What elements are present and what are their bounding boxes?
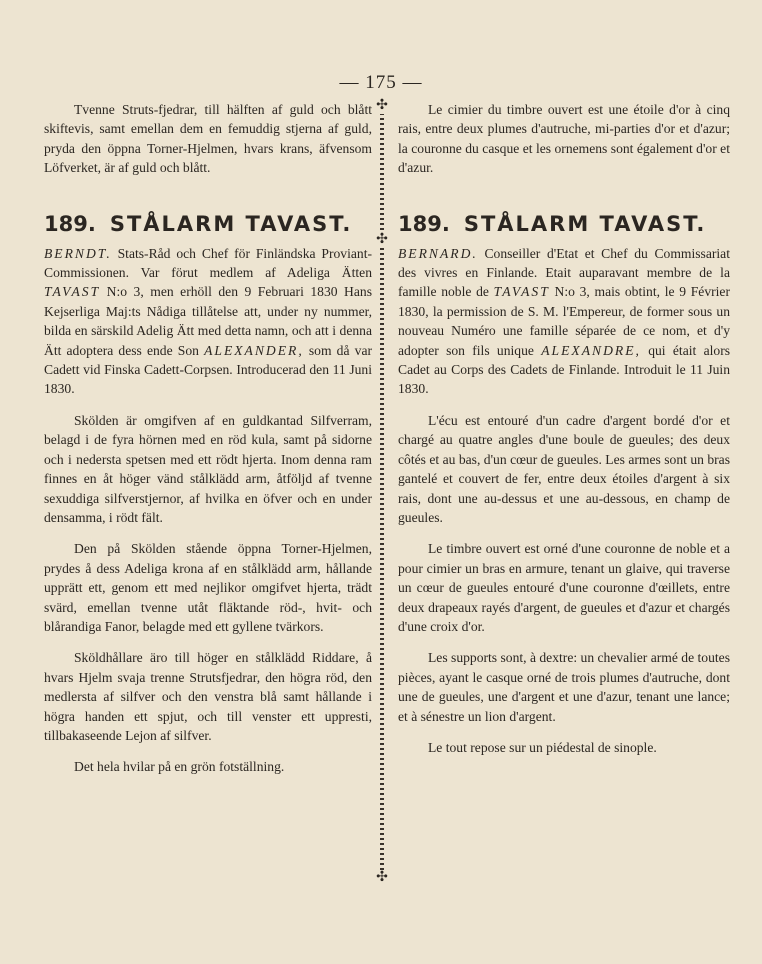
right-crest-paragraph: Le cimier du timbre ouvert est une étoile d'or à cinq rais, entre deux plumes d'autruche, mi-parties d'or et d'azur; la couronne du casque et les ornemens sont également d'or et d'azur. <box>398 102 730 176</box>
right-heading <box>398 212 730 236</box>
right-family-name: TAVAST <box>493 284 550 300</box>
right-person-name: BERNARD. <box>398 245 478 261</box>
right-family-text-c: qui était alors Cadet au Corps des Cadets de Finlande. Introduit le 11 Juin 1830. <box>398 342 731 397</box>
right-base-paragraph: Le tout repose sur un piédestal de sinople. <box>428 739 657 755</box>
left-supporters-paragraph: Sköldhållare äro till höger en stålklädd Riddare, å hvars Hjelm svaja trenne Strutsfjedrar, den högra röd, den medlersta af silfver och den venstra blå samt hållande i högra handen ett spjut, och till venster ett uppresti, tillbakaseende Lejon af silfver. <box>44 650 372 743</box>
right-heading-title: STÅLARM TAVAST. <box>463 211 707 236</box>
left-heading-number: 189. <box>44 211 96 236</box>
left-son-name: ALEXANDER, <box>204 342 304 358</box>
left-heading <box>44 212 372 236</box>
left-family-text-c: som då var Cadett vid Finska Cadett-Corpsen. Introducerad den 11 Juni 1830. <box>44 342 373 397</box>
left-base-paragraph: Det hela hvilar på en grön fotställning. <box>74 759 285 775</box>
left-person-name: BERNDT. <box>44 245 112 261</box>
page-number: — 175 — <box>339 72 423 93</box>
left-family-name: TAVAST <box>44 284 101 300</box>
right-supporters-paragraph: Les supports sont, à dextre: un chevalier armé de toutes pièces, ayant le casque orné de trois plumes d'autruche, dont une de gueules, une d'argent et une d'azur, tenant une lance; et à sénestre un lion d'argent. <box>398 650 730 724</box>
right-heading-number: 189. <box>398 211 450 236</box>
right-helmet-paragraph: Le timbre ouvert est orné d'une couronne de noble et a pour cimier un bras en armure, tenant un glaive, qui traverse un cœur de gueules entouré d'une couronne d'œillets, entre deux drapeaux rayés d'argent, de gueules et d'azur et chargés d'une croix d'or. <box>398 541 730 634</box>
right-family-text-b: N:o 3, mais obtint, le 9 Février 1830, la permission de S. M. l'Empereur, de former sous un nouveau Numéro une famille séparée de ce nom, et d'y adopter son fils unique <box>398 284 730 358</box>
left-shield-paragraph: Skölden är omgifven af en guldkantad Silfverram, belagd i de fyra hörnen med en röd kula, samt på sidorne och i nedersta spetsen med ett rödt hjerta. Inom denna ram finnes en åt höger vänd stålklädd arm, åtföljd af tvenne sexuddiga silfverstjernor, af hvilka en öfver och en under densamma, i rödt fält. <box>44 412 372 525</box>
left-helmet-paragraph: Den på Skölden stående öppna Torner-Hjelmen, prydes å dess Adeliga krona af en stålklädd arm, hållande upprätt ett, genom ett med nejlikor omgifvet hjerta, trädt svärd, emellan tvenne utåt fläktande röd-, hvit- och blårandiga Fanor, belagde med ett gyllene tvärkors. <box>44 541 372 634</box>
right-family-paragraph <box>398 244 730 399</box>
french-column <box>398 100 730 757</box>
divider-ornament-top: ✣ <box>374 98 390 114</box>
left-family-text-a: Stats-Råd och Chef för Finländska Proviant-Commissionen. Var förut medlem af Adeliga Ätten <box>44 245 372 281</box>
left-family-text-b: N:o 3, men erhöll den 9 Februari 1830 Hans Kejserliga Maj:ts Nådiga tillåtelse att, under ny nummer, bilda en särskild Adelig Ätt med detta namn, och att i denna Ätt adoptera dess ende Son <box>44 284 372 358</box>
left-heading-title: STÅLARM TAVAST. <box>109 211 353 236</box>
right-son-name: ALEXANDRE, <box>541 342 641 358</box>
column-divider <box>377 98 387 888</box>
right-shield-paragraph: L'écu est entouré d'un cadre d'argent bordé d'or et chargé au quatre angles d'une boule de gueules; des deux côtés et au bas, d'un cœur de gueules. Les armes sont un bras gantelé et couvert de fer, entre deux étoiles d'argent à six rais, dont une au-dessus et une au-dessous, en champ de gueules. <box>398 412 730 525</box>
left-family-paragraph <box>44 244 372 399</box>
right-family-text-a: Conseiller d'Etat et Chef du Commissariat des vivres en Finlande. Etait auparavant membre de la famille noble de <box>398 245 730 300</box>
swedish-column <box>44 100 372 777</box>
divider-ornament-mid: ✣ <box>374 232 390 248</box>
divider-ornament-bottom: ✣ <box>374 870 390 886</box>
left-crest-paragraph: Tvenne Struts-fjedrar, till hälften af guld och blått skiftevis, samt emellan dem en femuddig stjerna af guld, pryda den öppna Torner-Hjelmen, hvars krans, äfvensom Löfverket, är af guld och blått. <box>44 102 372 176</box>
